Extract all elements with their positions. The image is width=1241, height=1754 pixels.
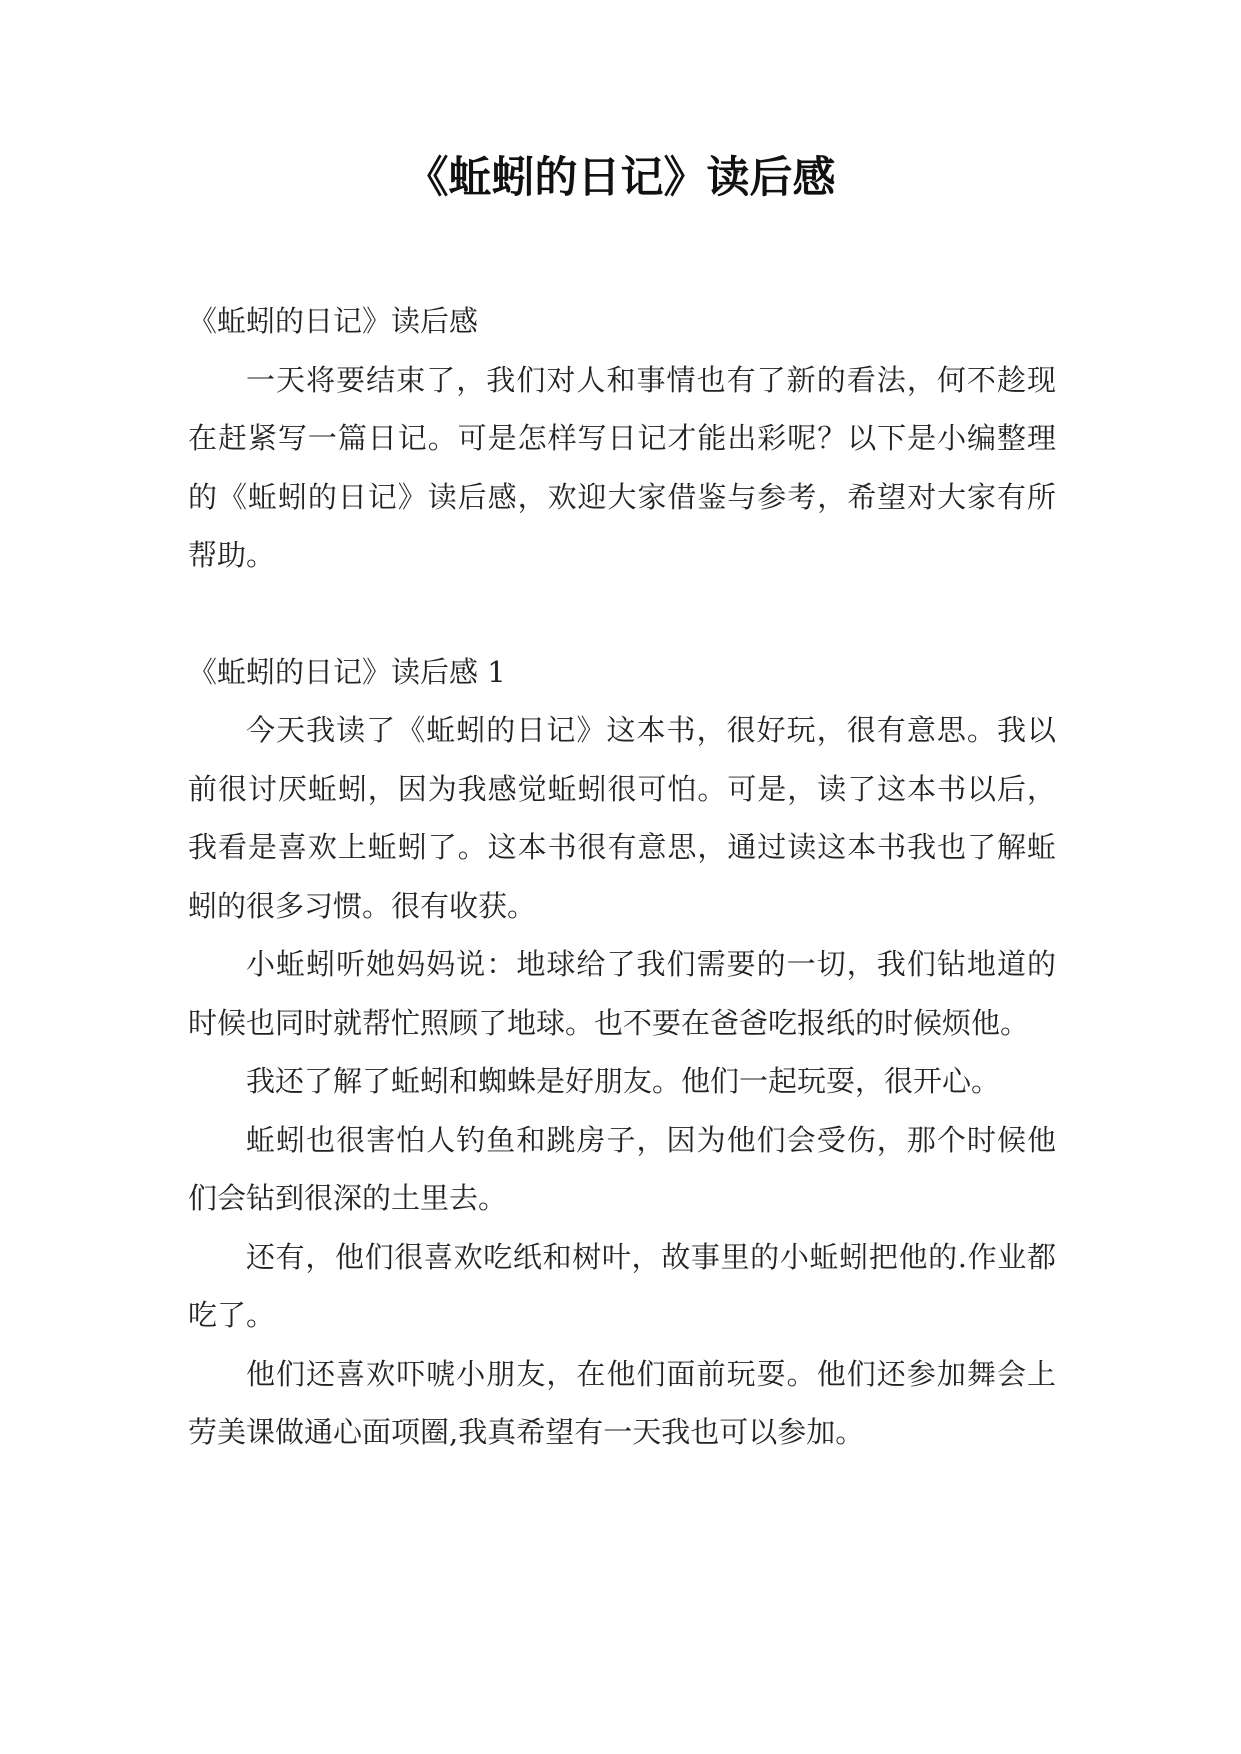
document-body — [188, 292, 1056, 1462]
section-spacer — [188, 585, 1056, 643]
section-1-paragraph: 今天我读了《蚯蚓的日记》这本书，很好玩，很有意思。我以前很讨厌蚯蚓，因为我感觉蚯蚓很可怕。可是，读了这本书以后，我看是喜欢上蚯蚓了。这本书很有意思，通过读这本书我也了解蚯蚓的很多习惯。很有收获。 — [188, 713, 1056, 923]
section-1-paragraph: 我还了解了蚯蚓和蜘蛛是好朋友。他们一起玩耍，很开心。 — [246, 1064, 1001, 1098]
section-1-paragraph: 蚯蚓也很害怕人钓鱼和跳房子，因为他们会受伤，那个时候他们会钻到很深的土里去。 — [188, 1122, 1056, 1215]
section-1-paragraph: 小蚯蚓听她妈妈说：地球给了我们需要的一切，我们钻地道的时候也同时就帮忙照顾了地球。也不要在爸爸吃报纸的时候烦他。 — [188, 947, 1056, 1040]
document-title: 《蚯蚓的日记》读后感 — [405, 153, 836, 203]
section-1-paragraph: 他们还喜欢吓唬小朋友，在他们面前玩耍。他们还参加舞会上劳美课做通心面项圈,我真希望有一天我也可以参加。 — [188, 1356, 1056, 1449]
intro-heading: 《蚯蚓的日记》读后感 — [188, 304, 479, 338]
section-1-heading: 《蚯蚓的日记》读后感 1 — [188, 654, 506, 689]
section-1-paragraph: 还有，他们很喜欢吃纸和树叶，故事里的小蚯蚓把他的.作业都吃了。 — [188, 1239, 1056, 1332]
intro-paragraph: 一天将要结束了，我们对人和事情也有了新的看法，何不趁现在赶紧写一篇日记。可是怎样写日记才能出彩呢？以下是小编整理的《蚯蚓的日记》读后感，欢迎大家借鉴与参考，希望对大家有所帮助。 — [188, 362, 1056, 572]
